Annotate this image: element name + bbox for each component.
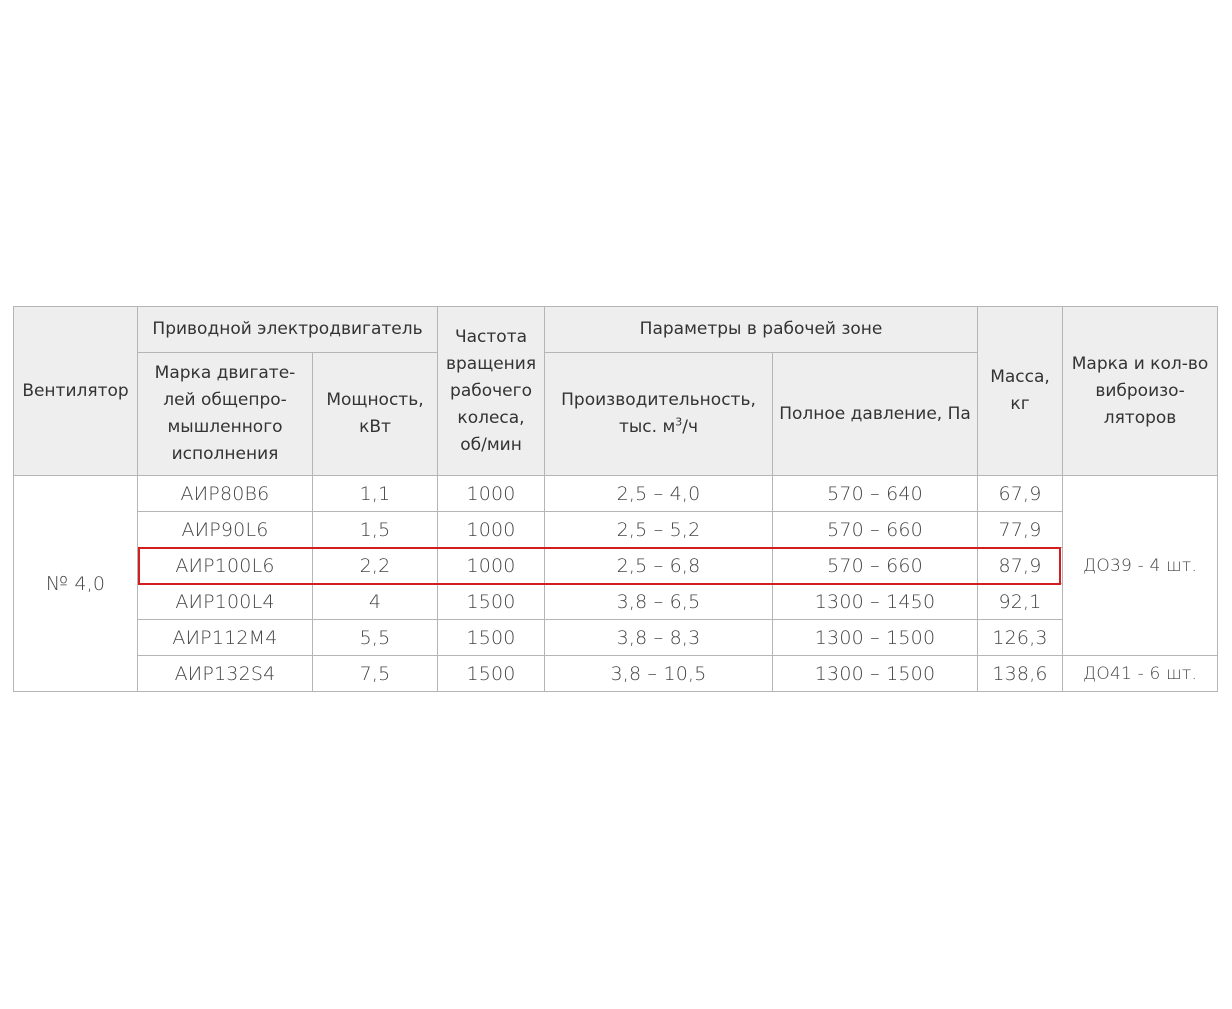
power-cell: 2,2: [313, 548, 438, 584]
rpm-cell: 1000: [438, 512, 545, 548]
power-cell: 1,5: [313, 512, 438, 548]
header-working-params: Параметры в рабочей зоне: [545, 307, 978, 353]
isolator-cell: ДО39 - 4 шт.: [1063, 476, 1218, 656]
table-row: [14, 620, 1218, 656]
power-cell: 4: [313, 584, 438, 620]
capacity-cell: 2,5 – 6,8: [545, 548, 773, 584]
pressure-cell: 1300 – 1500: [773, 620, 978, 656]
motor-cell: АИР90L6: [138, 512, 313, 548]
fan-model-cell: № 4,0: [14, 476, 138, 692]
table-row-highlighted: [14, 548, 1218, 584]
header-pressure: Полное давление, Па: [773, 353, 978, 476]
pressure-cell: 1300 – 1500: [773, 656, 978, 692]
header-capacity-text: Производительность, тыс. м: [561, 390, 756, 437]
rpm-cell: 1500: [438, 656, 545, 692]
pressure-cell: 570 – 660: [773, 512, 978, 548]
header-rotation-speed: Частота вращения рабочего колеса, об/мин: [438, 307, 545, 476]
mass-cell: 138,6: [978, 656, 1063, 692]
motor-cell: АИР80В6: [138, 476, 313, 512]
header-power: Мощность, кВт: [313, 353, 438, 476]
rpm-cell: 1500: [438, 584, 545, 620]
power-cell: 5,5: [313, 620, 438, 656]
power-cell: 1,1: [313, 476, 438, 512]
mass-cell: 87,9: [978, 548, 1063, 584]
motor-cell: АИР132S4: [138, 656, 313, 692]
motor-cell: АИР100L6: [138, 548, 313, 584]
header-mass: Масса, кг: [978, 307, 1063, 476]
mass-cell: 126,3: [978, 620, 1063, 656]
capacity-cell: 2,5 – 4,0: [545, 476, 773, 512]
header-fan: Вентилятор: [14, 307, 138, 476]
mass-cell: 67,9: [978, 476, 1063, 512]
mass-cell: 77,9: [978, 512, 1063, 548]
table-row: [14, 512, 1218, 548]
motor-cell: АИР112М4: [138, 620, 313, 656]
power-cell: 7,5: [313, 656, 438, 692]
pressure-cell: 570 – 660: [773, 548, 978, 584]
mass-cell: 92,1: [978, 584, 1063, 620]
rpm-cell: 1000: [438, 548, 545, 584]
fan-spec-table: [13, 306, 1218, 692]
motor-cell: АИР100L4: [138, 584, 313, 620]
rpm-cell: 1500: [438, 620, 545, 656]
isolator-cell: ДО41 - 6 шт.: [1063, 656, 1218, 692]
rpm-cell: 1000: [438, 476, 545, 512]
capacity-cell: 3,8 – 6,5: [545, 584, 773, 620]
table-row: [14, 476, 1218, 512]
header-capacity: [545, 353, 773, 476]
capacity-cell: 3,8 – 8,3: [545, 620, 773, 656]
header-drive-motor: Приводной электродвигатель: [138, 307, 438, 353]
header-motor-brand: Марка двигате-лей общепро-мышленного исполнения: [138, 353, 313, 476]
pressure-cell: 570 – 640: [773, 476, 978, 512]
table-row: [14, 584, 1218, 620]
capacity-cell: 2,5 – 5,2: [545, 512, 773, 548]
header-capacity-sup: 3: [675, 415, 683, 429]
spec-table-wrapper: [13, 306, 1217, 692]
table-row: [14, 656, 1218, 692]
pressure-cell: 1300 – 1450: [773, 584, 978, 620]
header-isolators: Марка и кол-во виброизо-ляторов: [1063, 307, 1218, 476]
header-capacity-unit: /ч: [682, 417, 699, 437]
capacity-cell: 3,8 – 10,5: [545, 656, 773, 692]
